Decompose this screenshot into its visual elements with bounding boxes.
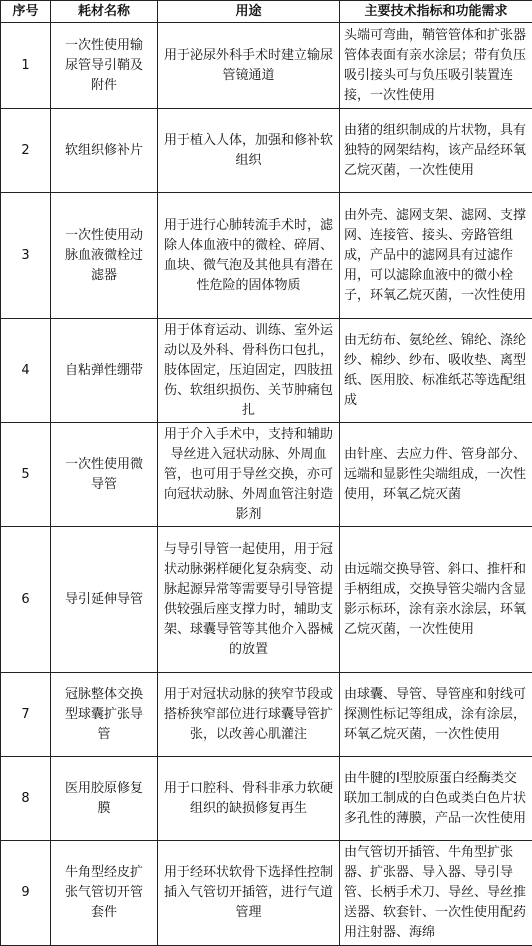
item-name: 一次性使用动脉血液微栓过滤器 xyxy=(51,193,158,319)
item-spec: 由球囊、导管、导管座和射线可探测性标记等组成，涂有涂层，环氧乙烷灭菌，一次性使用 xyxy=(340,673,532,757)
table-row xyxy=(1,423,532,527)
row-number: 1 xyxy=(1,23,51,109)
table-row xyxy=(1,527,532,673)
table-row xyxy=(1,673,532,757)
item-spec: 头端可弯曲，鞘管管体和扩张器管体表面有亲水涂层；带有负压吸引接头可与负压吸引装置连接，一次性使用 xyxy=(340,23,532,109)
item-use: 用于介入手术中，支持和辅助导丝进入冠状动脉、外周血管，也可用于导丝交换，亦可向冠状动脉、外周血管注射造影剂 xyxy=(158,423,340,527)
header-no: 序号 xyxy=(1,1,51,23)
table-row xyxy=(1,193,532,319)
table-header-row xyxy=(1,1,532,23)
row-number: 7 xyxy=(1,673,51,757)
item-name: 软组织修补片 xyxy=(51,109,158,193)
item-name: 导引延伸导管 xyxy=(51,527,158,673)
item-spec: 由远端交换导管、斜口、推杆和手柄组成，交换导管尖端内含显影示标环，涂有亲水涂层，环氧乙烷灭菌，一次性使用 xyxy=(340,527,532,673)
item-name: 牛角型经皮扩张气管切开管套件 xyxy=(51,841,158,946)
item-name: 冠脉整体交换型球囊扩张导管 xyxy=(51,673,158,757)
item-use: 用于口腔科、骨科非承力软硬组织的缺损修复再生 xyxy=(158,757,340,841)
table-row xyxy=(1,757,532,841)
item-spec: 由外壳、滤网支架、滤网、支撑网、连接管、接头、旁路管组成，产品中的滤网具有过滤作用，可以滤除血液中的微小栓子，环氧乙烷灭菌，一次性使用 xyxy=(340,193,532,319)
item-spec: 由猪的组织制成的片状物，具有独特的网架结构，该产品经环氧乙烷灭菌，一次性使用 xyxy=(340,109,532,193)
item-spec: 由无纺布、氨纶丝、锦纶、涤纶纱、棉纱、纱布、吸收垫、离型纸、医用胶、标准纸芯等选配组成 xyxy=(340,319,532,423)
row-number: 6 xyxy=(1,527,51,673)
table-row xyxy=(1,841,532,946)
row-number: 9 xyxy=(1,841,51,946)
row-number: 5 xyxy=(1,423,51,527)
item-use: 与导引导管一起使用，用于冠状动脉粥样硬化复杂病变、动脉起源异常等需要导引导管提供较强后座支撑力时，辅助支架、球囊导管等其他介入器械的放置 xyxy=(158,527,340,673)
item-spec: 由气管切开插管、牛角型扩张器、扩张器、导入器、导引导管、长柄手术刀、导丝、导丝推送器、软套针、一次性使用配药用注射器、海绵 xyxy=(340,841,532,946)
item-name: 医用胶原修复膜 xyxy=(51,757,158,841)
item-spec: 由牛腱的Ⅰ型胶原蛋白经酶类交联加工制成的白色或类白色片状多孔性的薄膜，产品一次性使用 xyxy=(340,757,532,841)
row-number: 4 xyxy=(1,319,51,423)
header-name: 耗材名称 xyxy=(51,1,158,23)
header-use: 用途 xyxy=(158,1,340,23)
item-use: 用于泌尿外科手术时建立输尿管镜通道 xyxy=(158,23,340,109)
row-number: 3 xyxy=(1,193,51,319)
item-use: 用于进行心肺转流手术时，滤除人体血液中的微栓、碎屑、血块、微气泡及其他具有潜在性危险的固体物质 xyxy=(158,193,340,319)
row-number: 8 xyxy=(1,757,51,841)
table-row xyxy=(1,23,532,109)
header-spec: 主要技术指标和功能需求 xyxy=(340,1,532,23)
item-use: 用于经环状软骨下选择性控制插入气管切开插管，进行气道管理 xyxy=(158,841,340,946)
item-name: 一次性使用微导管 xyxy=(51,423,158,527)
item-name: 一次性使用输尿管导引鞘及附件 xyxy=(51,23,158,109)
item-use: 用于对冠状动脉的狭窄节段或搭桥狭窄部位进行球囊导管扩张，以改善心肌灌注 xyxy=(158,673,340,757)
item-spec: 由针座、去应力件、管身部分、远端和显影性尖端组成，一次性使用，环氧乙烷灭菌 xyxy=(340,423,532,527)
row-number: 2 xyxy=(1,109,51,193)
item-use: 用于植入人体，加强和修补软组织 xyxy=(158,109,340,193)
item-name: 自粘弹性绷带 xyxy=(51,319,158,423)
table-row xyxy=(1,109,532,193)
table-row xyxy=(1,319,532,423)
item-use: 用于体育运动、训练、室外运动以及外科、骨科伤口包扎，肢体固定，压迫固定，四肢扭伤、软组织损伤、关节肿痛包扎 xyxy=(158,319,340,423)
